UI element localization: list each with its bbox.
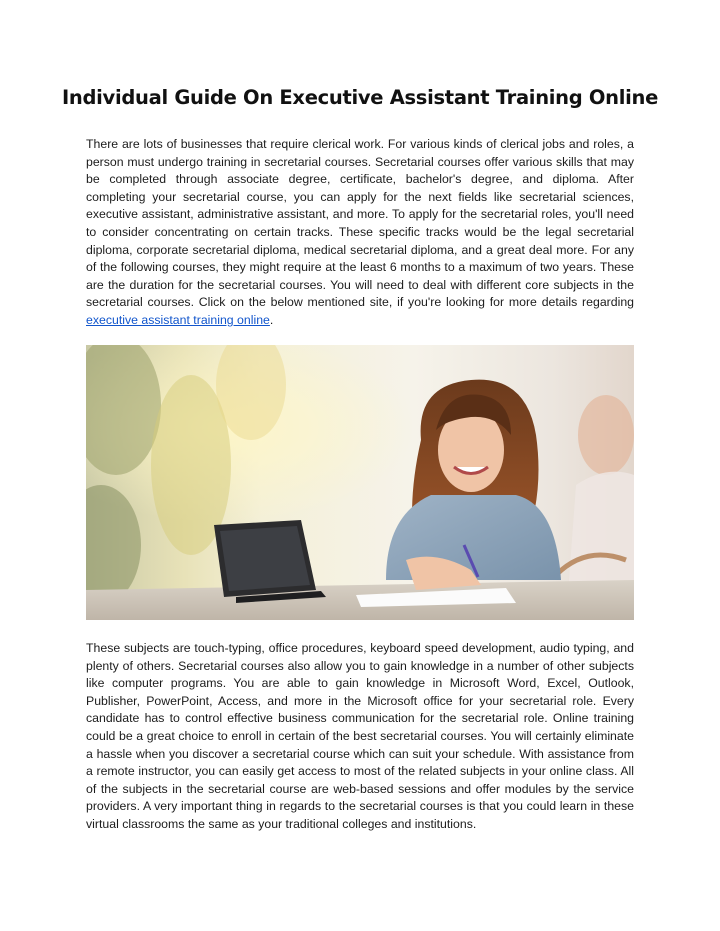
intro-text-end: .: [269, 312, 274, 327]
woman-studying-photo: [86, 345, 634, 620]
body-paragraph: These subjects are touch-typing, office procedures, keyboard speed development, audio typing, and plenty of others. Secretarial courses also allow you to gain knowledge in a number of other subjects like computer programs. You are able to gain knowledge in Microsoft Word, Excel, Outlook, Publisher, PowerPoint, Access, and more in the Microsoft office for your secretarial role. Every candidate has to control effective business communication for the secretarial role. Online training could be a great choice to enroll in certain of the best secretarial courses. You will certainly eliminate a hassle when you discover a secretarial course which can suit your schedule. With assistance from a remote instructor, you can easily get access to most of the related subjects in your online class. All of the subjects in the secretarial course are web-based sessions and offer modules by the service providers. A very important thing in regards to the secretarial courses is that you could learn in these virtual classrooms the same as your traditional colleges and institutions.: [86, 641, 634, 831]
executive-assistant-training-link[interactable]: executive assistant training online: [86, 312, 270, 327]
document-title: Individual Guide On Executive Assistant Training Online: [61, 86, 659, 109]
intro-paragraph: [86, 136, 634, 330]
intro-text: There are lots of businesses that require clerical work. For various kinds of clerical jobs and roles, a person must undergo training in secretarial courses. Secretarial courses offer various skills that may be completed through associate degree, certificate, bachelor's degree, and diploma. After completing your secretarial course, you can apply for the next fields like secretarial sciences, executive assistant, administrative assistant, and more. To apply for the secretarial roles, you'll need to consider concentrating on certain tracks. These specific tracks would be the legal secretarial diploma, corporate secretarial diploma, medical secretarial diploma, and a great deal more. For any of the following courses, they might require at the least 6 months to a maximum of two years. These are the duration for the secretarial courses. You will need to deal with different core subjects in the secretarial courses. Click on the below mentioned site, if you're looking for more details regarding: [86, 137, 634, 310]
